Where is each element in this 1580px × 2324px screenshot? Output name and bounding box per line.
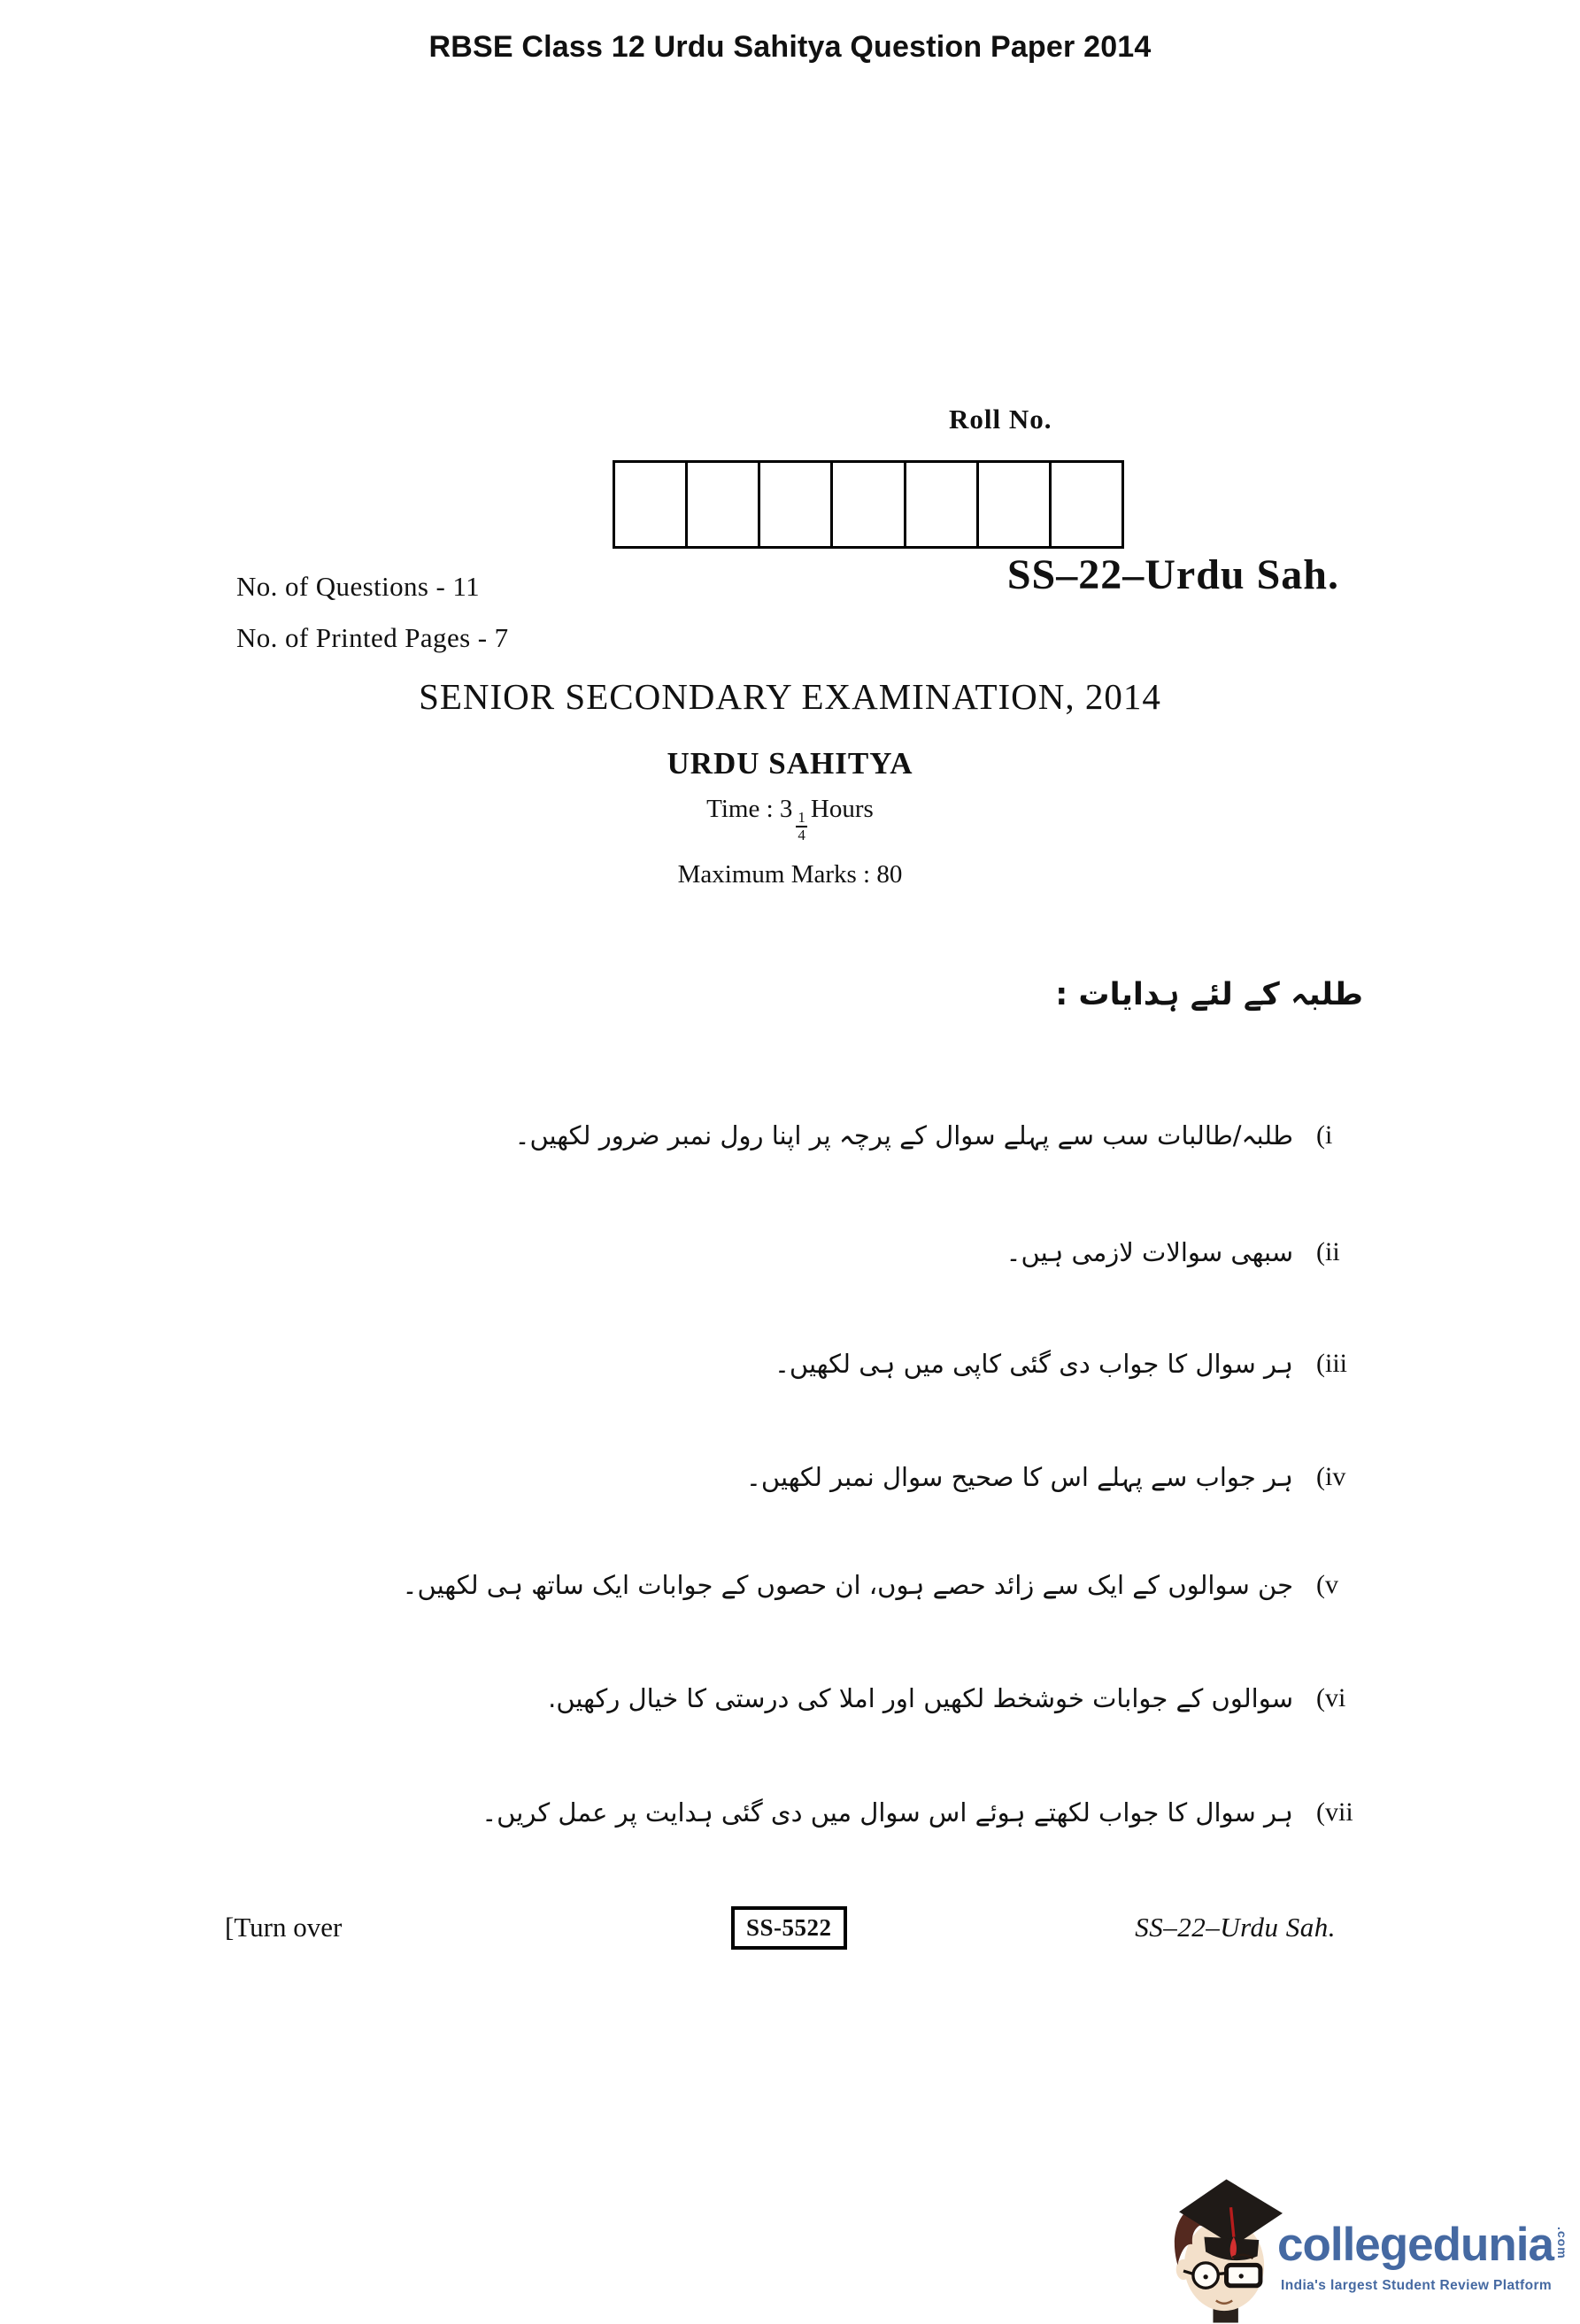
roll-no-label: Roll No. bbox=[949, 404, 1052, 435]
instruction-number: (iv bbox=[1316, 1462, 1346, 1491]
paper-code-box: SS-5522 bbox=[731, 1906, 847, 1950]
instruction-number: (ii bbox=[1316, 1237, 1340, 1266]
roll-box-cell bbox=[760, 463, 833, 546]
meta-printed-pages: No. of Printed Pages - 7 bbox=[236, 622, 509, 653]
instruction-text: ہر سوال کا جواب لکھتے ہوئے اس سوال میں دی گئی ہدایت پر عمل کریں۔ bbox=[482, 1797, 1293, 1828]
fraction-numerator: 1 bbox=[798, 809, 805, 826]
time-suffix: Hours bbox=[810, 795, 874, 823]
exam-subject: URDU SAHITYA bbox=[667, 746, 913, 781]
instruction-number: (v bbox=[1316, 1570, 1338, 1599]
roll-box-cell bbox=[615, 463, 688, 546]
instruction-row bbox=[221, 1556, 1368, 1614]
roll-box-cell bbox=[979, 463, 1052, 546]
instruction-text: جن سوالوں کے ایک سے زائد حصے ہوں، ان حصوں کے جوابات ایک ساتھ ہی لکھیں۔ bbox=[402, 1570, 1293, 1600]
paper-code-header: SS–22–Urdu Sah. bbox=[1006, 551, 1339, 598]
instruction-text: سبھی سوالات لازمی ہیں۔ bbox=[1006, 1237, 1293, 1267]
logo-tld: .com bbox=[1554, 2227, 1569, 2259]
time-prefix: Time : 3 bbox=[706, 795, 793, 823]
instruction-text: طلبہ/طالبات سب سے پہلے سوال کے پرچہ پر اپنا رول نمبر ضرور لکھیں۔ bbox=[514, 1120, 1293, 1150]
logo-tagline: India's largest Student Review Platform bbox=[1281, 2278, 1553, 2293]
instruction-number: (vii bbox=[1316, 1797, 1353, 1827]
page-title: RBSE Class 12 Urdu Sahitya Question Paper 2014 bbox=[428, 30, 1152, 64]
instruction-text: سوالوں کے جوابات خوشخط لکھیں اور املا کی درستی کا خیال رکھیں. bbox=[548, 1683, 1293, 1713]
exam-time bbox=[0, 795, 1580, 843]
instruction-row bbox=[221, 1448, 1368, 1506]
mascot-right-pupil bbox=[1239, 2274, 1244, 2278]
instruction-row bbox=[221, 1106, 1368, 1165]
collegedunia-mascot-icon bbox=[1161, 2174, 1287, 2324]
roll-box-cell bbox=[688, 463, 760, 546]
mascot-left-pupil bbox=[1203, 2274, 1207, 2279]
footer-paper-code: SS–22–Urdu Sah. bbox=[1135, 1912, 1336, 1943]
exam-title: SENIOR SECONDARY EXAMINATION, 2014 bbox=[419, 676, 1161, 717]
roll-box-cell bbox=[906, 463, 979, 546]
instruction-number: (iii bbox=[1316, 1349, 1347, 1378]
instruction-row bbox=[221, 1669, 1368, 1728]
instruction-text: ہر جواب سے پہلے اس کا صحیح سوال نمبر لکھیں۔ bbox=[745, 1462, 1293, 1492]
roll-box-cell bbox=[833, 463, 906, 546]
meta-questions-count: No. of Questions - 11 bbox=[236, 571, 481, 602]
instruction-row bbox=[221, 1223, 1368, 1281]
fraction-denominator: 4 bbox=[798, 826, 805, 843]
instruction-row bbox=[221, 1783, 1368, 1842]
mascot-ear bbox=[1176, 2259, 1191, 2280]
roll-no-box-grid bbox=[613, 460, 1124, 549]
instructions-heading: طلبہ کے لئے ہدایات : bbox=[1055, 977, 1363, 1012]
instruction-text: ہر سوال کا جواب دی گئی کاپی میں ہی لکھیں۔ bbox=[774, 1349, 1293, 1379]
exam-max-marks: Maximum Marks : 80 bbox=[677, 860, 903, 889]
logo-wordmark-text: collegedunia bbox=[1277, 2219, 1553, 2271]
instruction-number: (i bbox=[1316, 1120, 1333, 1150]
collegedunia-logo bbox=[1277, 2219, 1569, 2271]
time-fraction bbox=[796, 810, 807, 843]
roll-box-cell bbox=[1052, 463, 1121, 546]
instruction-row bbox=[221, 1335, 1368, 1393]
instruction-number: (vi bbox=[1316, 1683, 1346, 1712]
turn-over-note: [Turn over bbox=[225, 1912, 343, 1943]
